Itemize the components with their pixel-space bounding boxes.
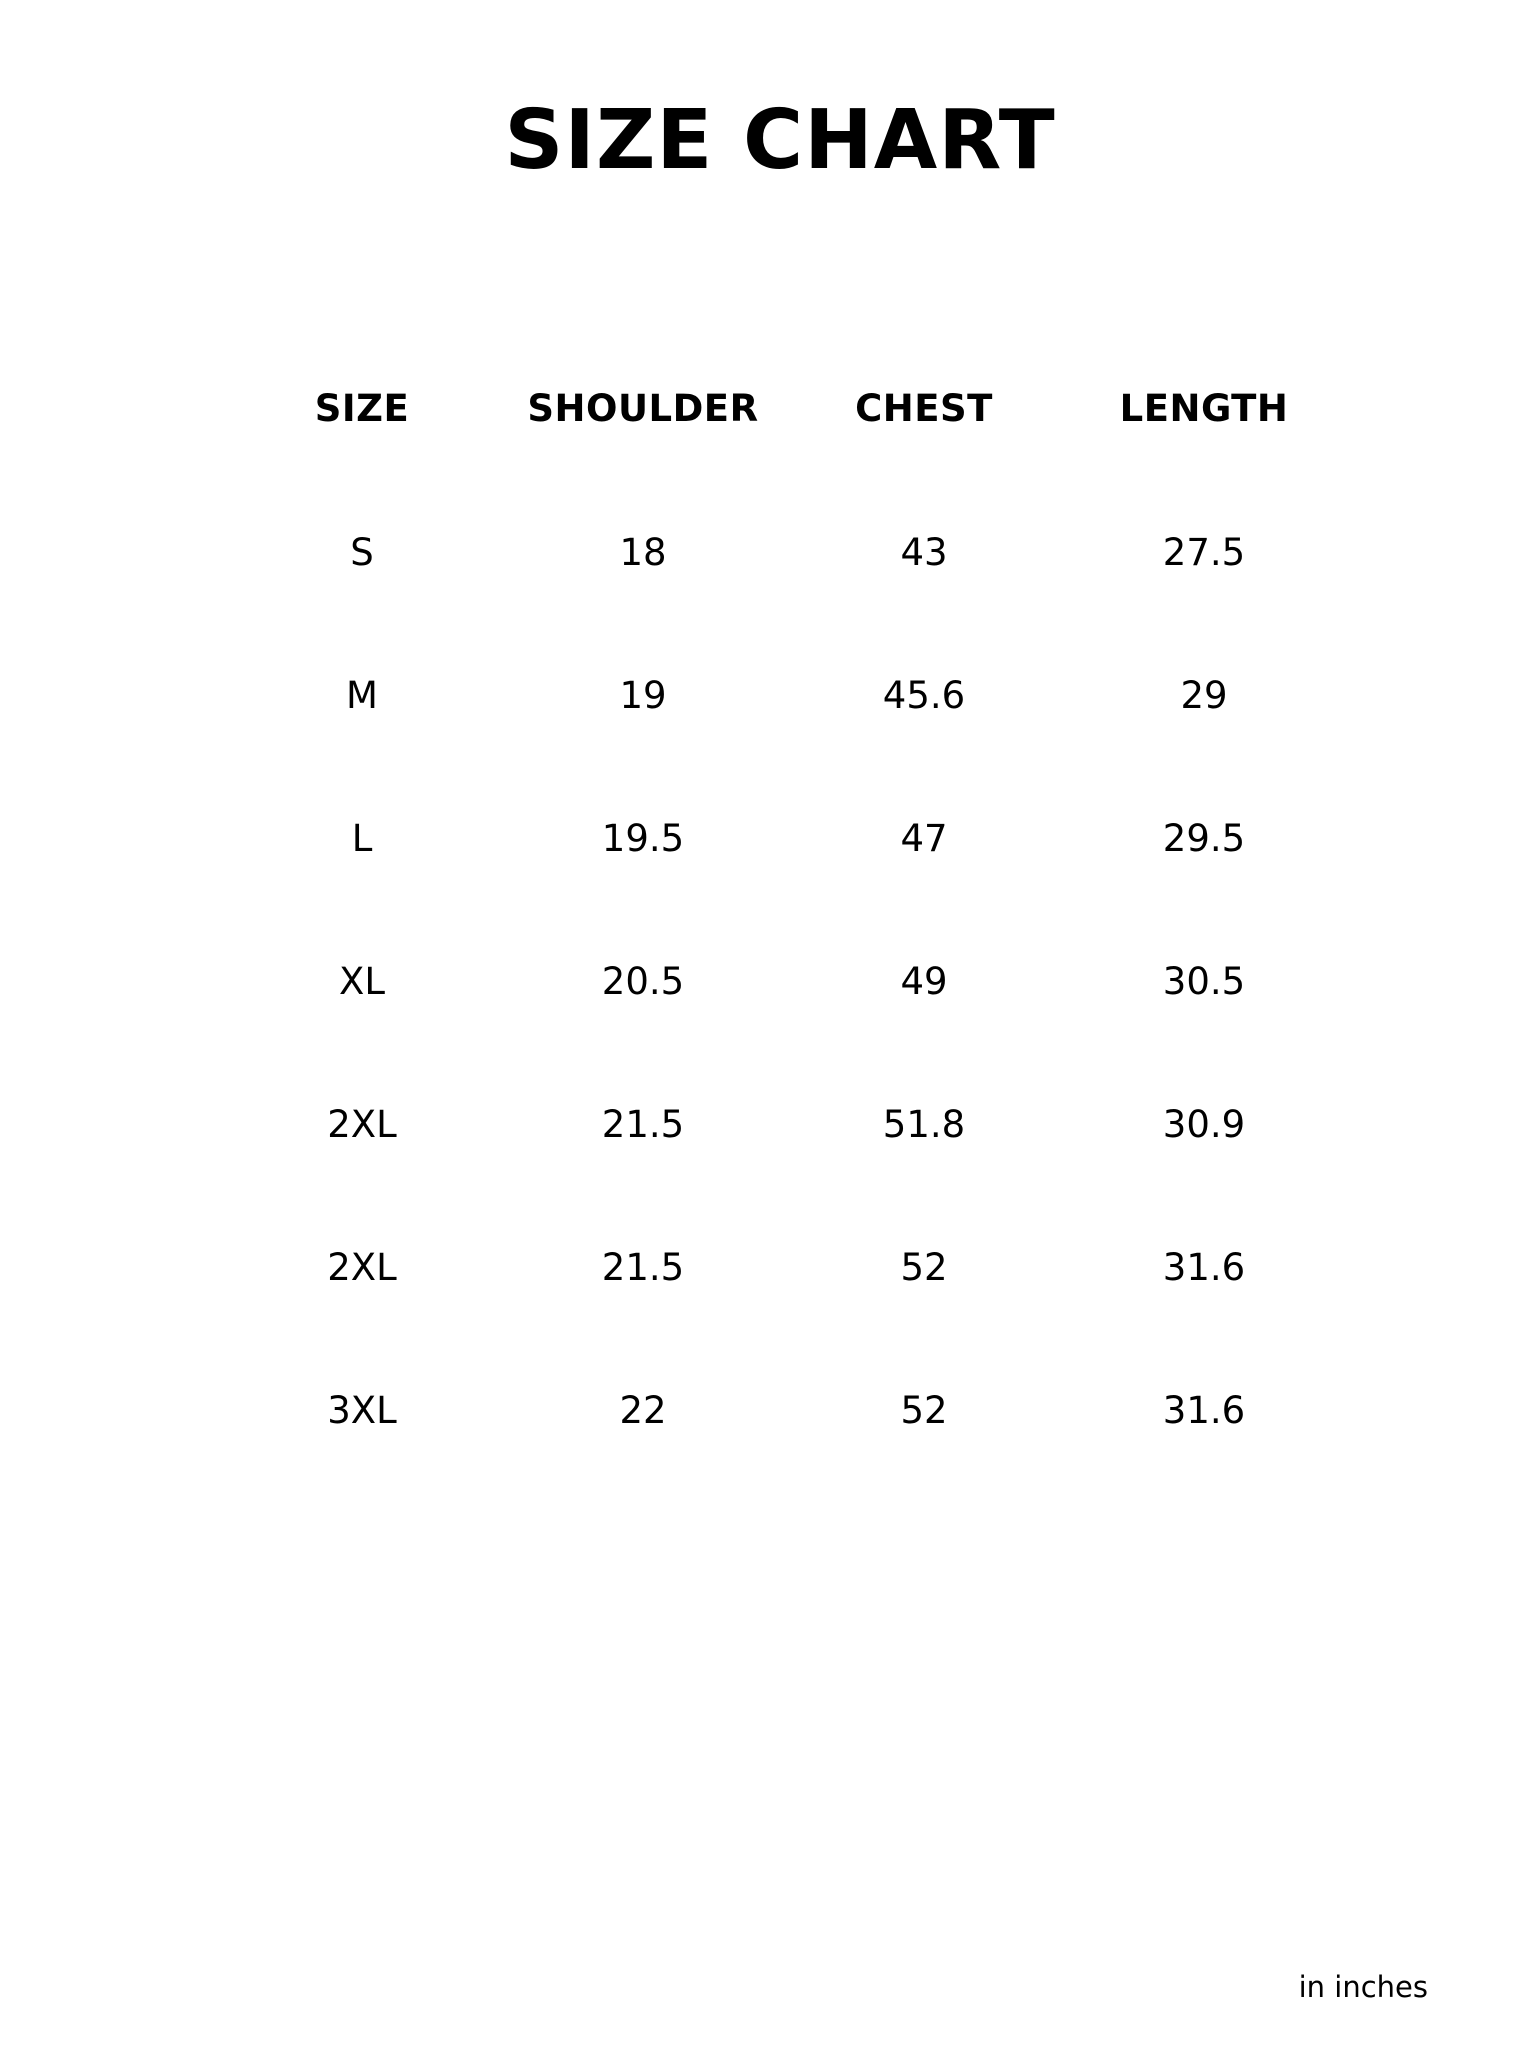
cell-size: 2XL <box>327 1246 397 1289</box>
cell-chest: 52 <box>900 1246 948 1289</box>
page-title: SIZE CHART <box>504 93 1056 188</box>
header-shoulder: SHOULDER <box>527 387 759 430</box>
cell-chest: 47 <box>900 817 948 860</box>
cell-shoulder: 21.5 <box>601 1246 685 1289</box>
cell-shoulder: 18 <box>619 531 667 574</box>
cell-length: 27.5 <box>1162 531 1246 574</box>
cell-chest: 43 <box>900 531 948 574</box>
cell-chest: 45.6 <box>882 674 966 717</box>
cell-length: 30.5 <box>1162 960 1246 1003</box>
cell-size: 2XL <box>327 1103 397 1146</box>
cell-size: 3XL <box>327 1389 397 1432</box>
cell-chest: 52 <box>900 1389 948 1432</box>
header-length: LENGTH <box>1119 387 1289 430</box>
cell-length: 31.6 <box>1162 1246 1246 1289</box>
cell-chest: 49 <box>900 960 948 1003</box>
cell-shoulder: 19.5 <box>601 817 685 860</box>
cell-size: L <box>351 817 373 860</box>
unit-note: in inches <box>1298 1970 1428 2004</box>
cell-length: 29 <box>1180 674 1228 717</box>
cell-chest: 51.8 <box>882 1103 966 1146</box>
cell-length: 31.6 <box>1162 1389 1246 1432</box>
header-size: SIZE <box>314 387 410 430</box>
cell-shoulder: 19 <box>619 674 667 717</box>
cell-length: 29.5 <box>1162 817 1246 860</box>
cell-shoulder: 21.5 <box>601 1103 685 1146</box>
cell-size: XL <box>339 960 385 1003</box>
cell-length: 30.9 <box>1162 1103 1246 1146</box>
cell-shoulder: 20.5 <box>601 960 685 1003</box>
cell-size: S <box>350 531 374 574</box>
cell-size: M <box>346 674 378 717</box>
cell-shoulder: 22 <box>619 1389 667 1432</box>
header-chest: CHEST <box>855 387 993 430</box>
